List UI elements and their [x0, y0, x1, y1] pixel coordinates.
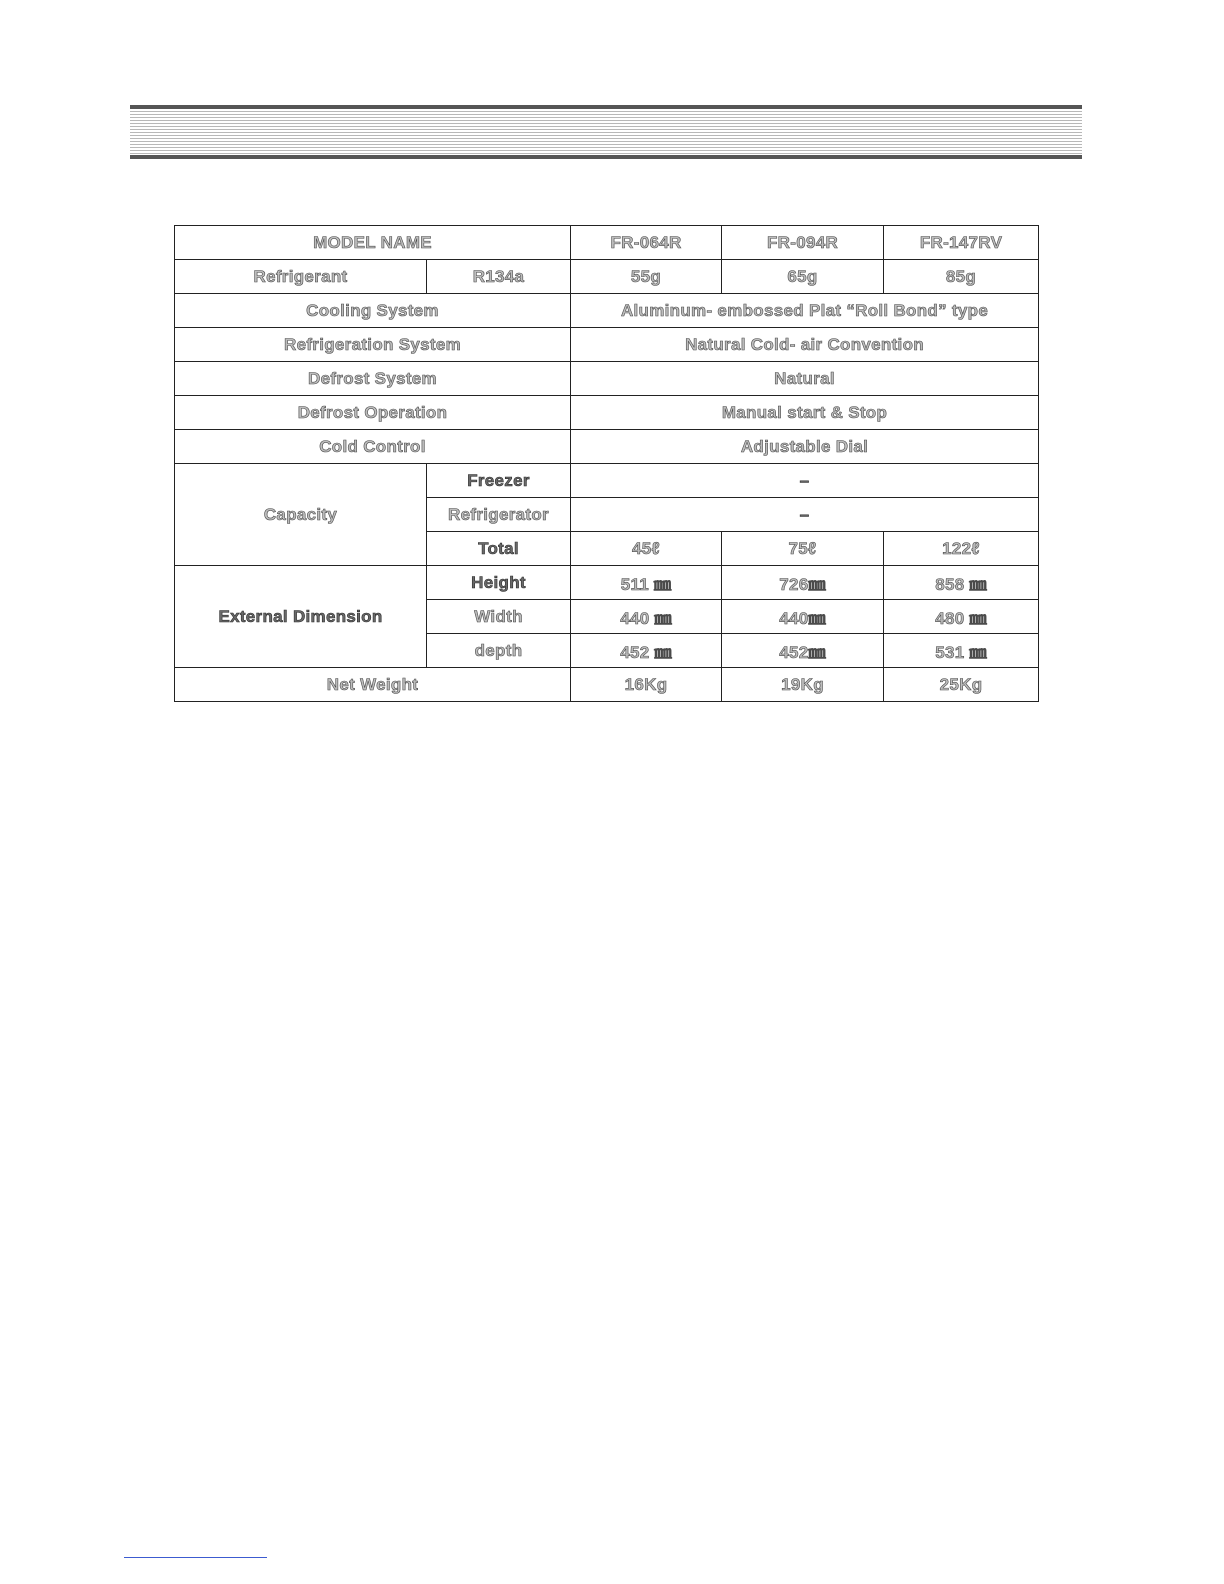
table-row-refrigerant: [175, 260, 1039, 294]
height-value: 858 ㎜: [884, 566, 1039, 600]
section-header-band: [130, 105, 1082, 159]
table-row-dimension-height: [175, 566, 1039, 600]
table-row-refrigeration-system: [175, 328, 1039, 362]
model-1: FR-064R: [571, 226, 722, 260]
width-value: 480 ㎜: [884, 600, 1039, 634]
table-row-model-name: [175, 226, 1039, 260]
net-weight-label: Net Weight: [175, 668, 571, 702]
height-value: 511 ㎜: [571, 566, 722, 600]
refrigerant-label: Refrigerant: [175, 260, 427, 294]
defrost-system-value: Natural: [571, 362, 1039, 396]
model-3: FR-147RV: [884, 226, 1039, 260]
refrigeration-system-value: Natural Cold- air Convention: [571, 328, 1039, 362]
table-row-cold-control: [175, 430, 1039, 464]
total-value: 122ℓ: [884, 532, 1039, 566]
refrigerant-value: 65g: [722, 260, 884, 294]
defrost-system-label: Defrost System: [175, 362, 571, 396]
refrigerator-label: Refrigerator: [427, 498, 571, 532]
refrigerant-type: R134a: [427, 260, 571, 294]
width-value: 440 ㎜: [571, 600, 722, 634]
depth-value: 531 ㎜: [884, 634, 1039, 668]
cooling-system-label: Cooling System: [175, 294, 571, 328]
total-label: Total: [427, 532, 571, 566]
net-weight-value: 16Kg: [571, 668, 722, 702]
total-value: 75ℓ: [722, 532, 884, 566]
net-weight-value: 19Kg: [722, 668, 884, 702]
refrigerant-value: 85g: [884, 260, 1039, 294]
defrost-operation-label: Defrost Operation: [175, 396, 571, 430]
table-row-cooling-system: [175, 294, 1039, 328]
depth-label: depth: [427, 634, 571, 668]
table-row-defrost-operation: [175, 396, 1039, 430]
freezer-label: Freezer: [427, 464, 571, 498]
table-row-defrost-system: [175, 362, 1039, 396]
refrigerant-value: 55g: [571, 260, 722, 294]
depth-value: 452㎜: [722, 634, 884, 668]
cold-control-value: Adjustable Dial: [571, 430, 1039, 464]
capacity-label: Capacity: [175, 464, 427, 566]
total-value: 45ℓ: [571, 532, 722, 566]
net-weight-value: 25Kg: [884, 668, 1039, 702]
refrigeration-system-label: Refrigeration System: [175, 328, 571, 362]
depth-value: 452 ㎜: [571, 634, 722, 668]
refrigerator-value: –: [571, 498, 1039, 532]
cooling-system-value: Aluminum- embossed Plat “Roll Bond” type: [571, 294, 1039, 328]
defrost-operation-value: Manual start & Stop: [571, 396, 1039, 430]
specifications-table: [174, 225, 1039, 702]
table-row-net-weight: [175, 668, 1039, 702]
model-2: FR-094R: [722, 226, 884, 260]
freezer-value: –: [571, 464, 1039, 498]
width-label: Width: [427, 600, 571, 634]
external-dimension-label: External Dimension: [175, 566, 427, 668]
table-row-capacity-freezer: [175, 464, 1039, 498]
height-value: 726㎜: [722, 566, 884, 600]
height-label: Height: [427, 566, 571, 600]
cold-control-label: Cold Control: [175, 430, 571, 464]
footer-rule: [124, 1557, 267, 1558]
model-name-label: MODEL NAME: [175, 226, 571, 260]
width-value: 440㎜: [722, 600, 884, 634]
